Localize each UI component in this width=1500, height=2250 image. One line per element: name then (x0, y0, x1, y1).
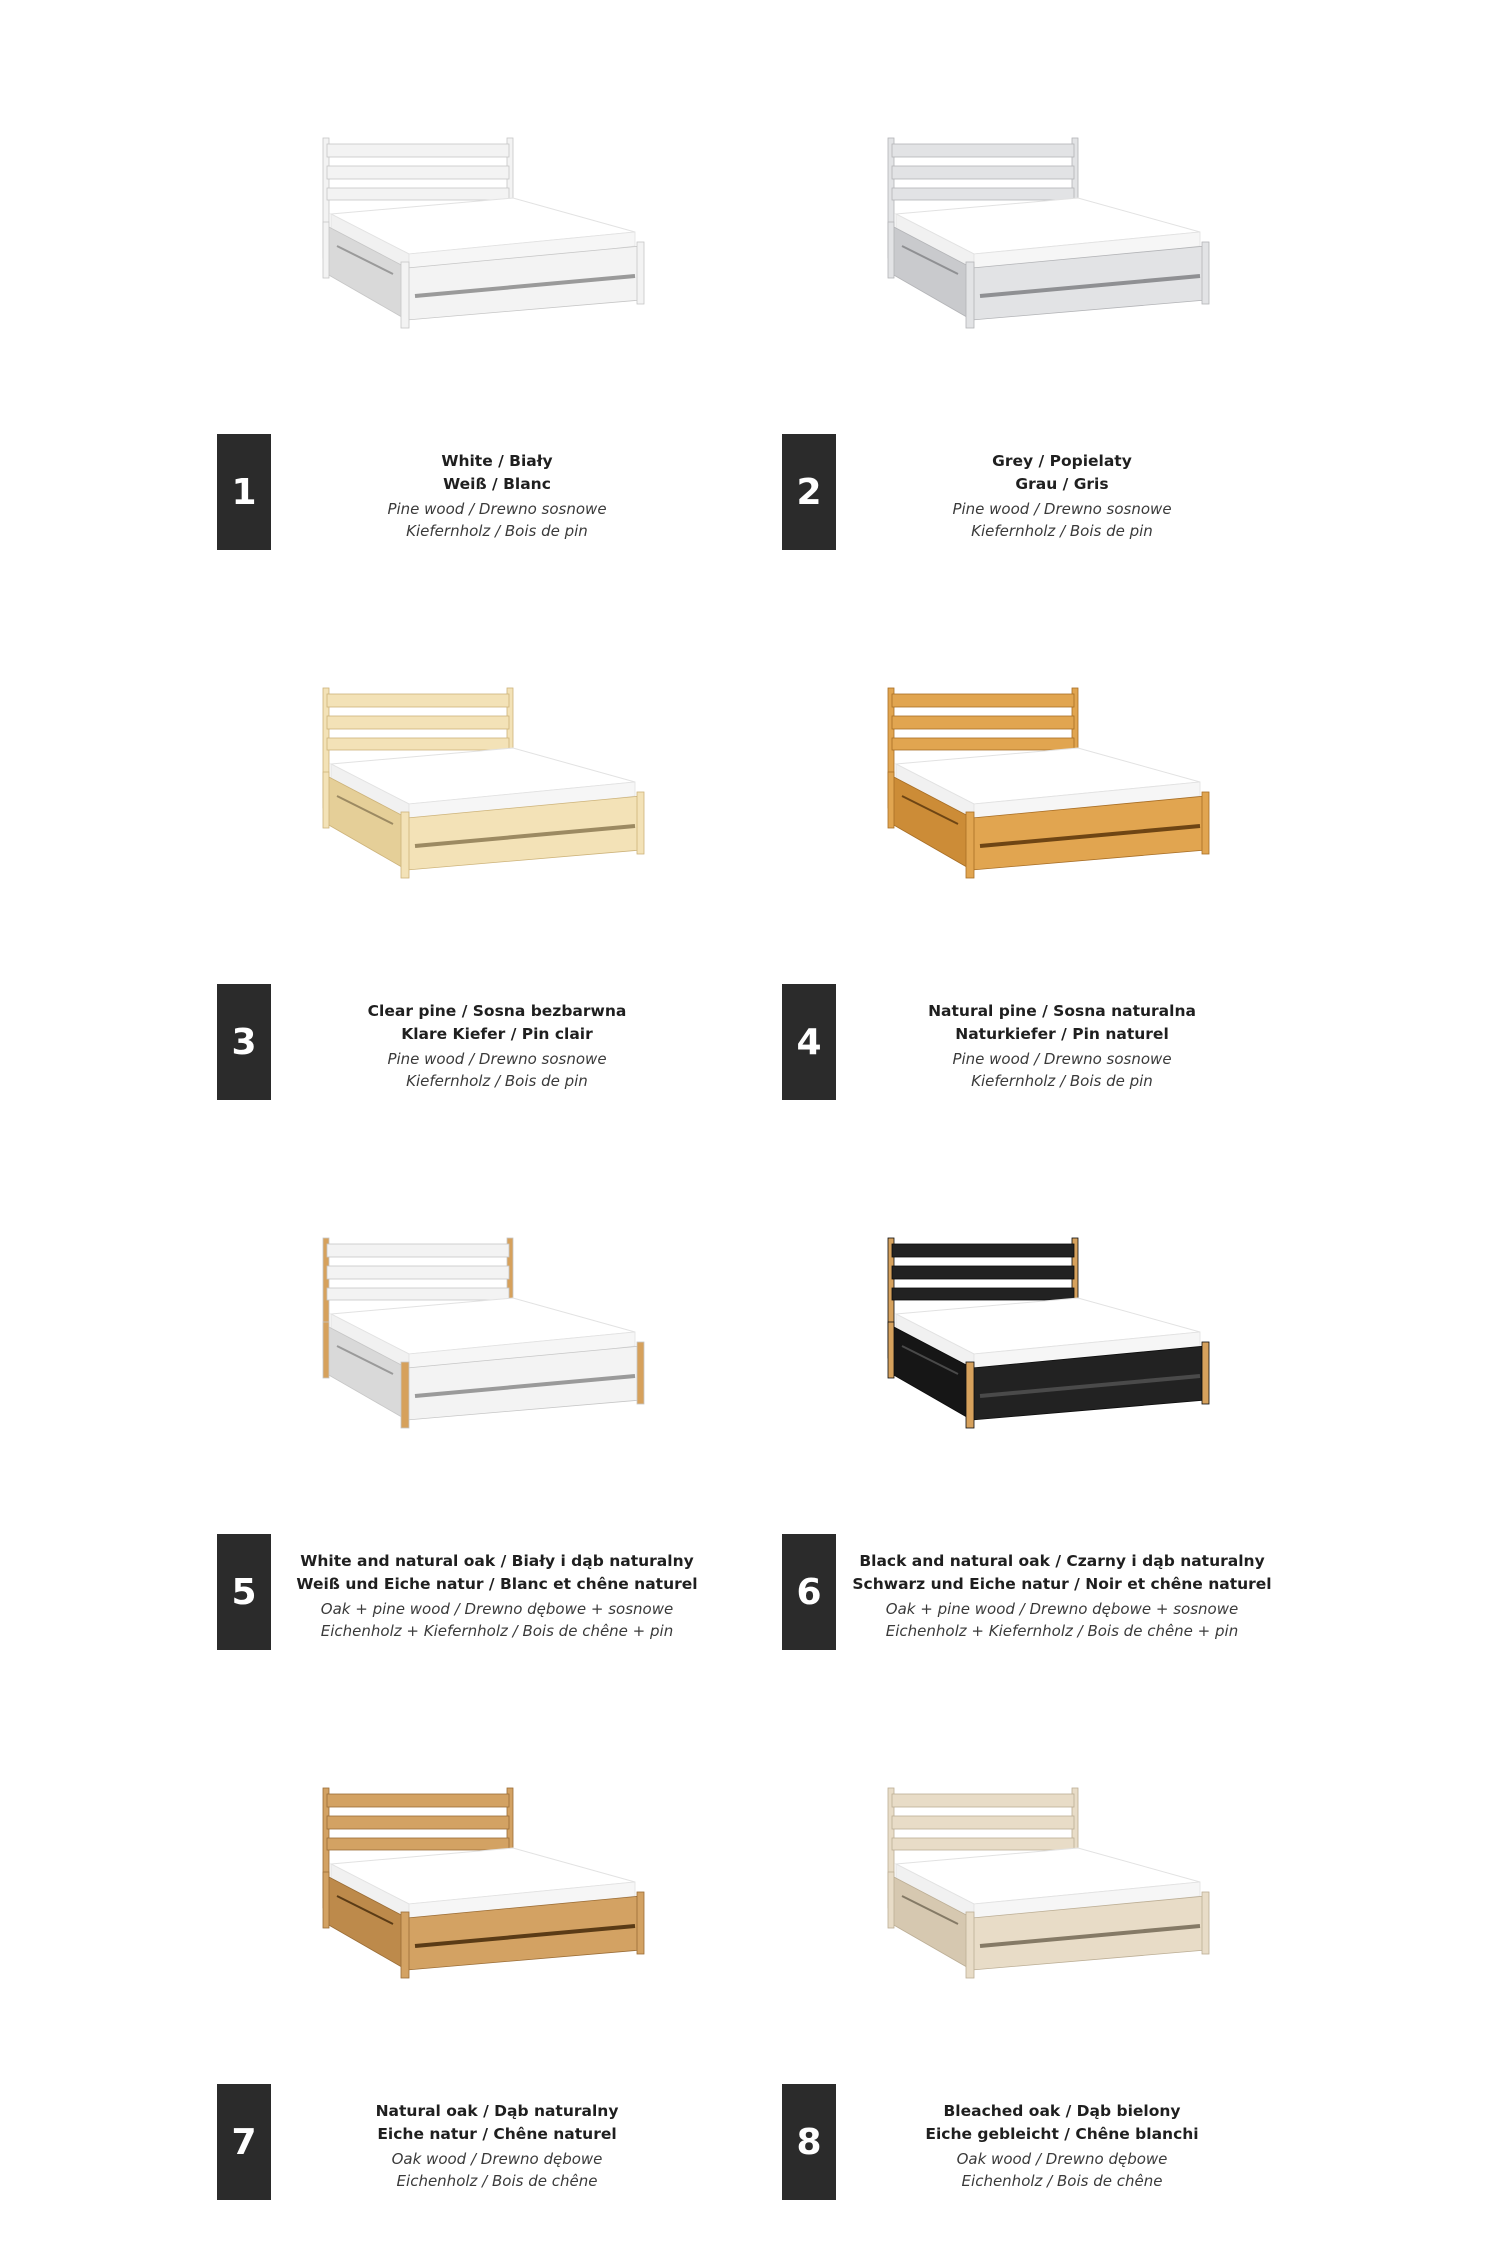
color-option-card-1 (217, 134, 757, 540)
color-name-en-pl: Grey / Popielaty (992, 452, 1132, 470)
color-name-de-fr: Naturkiefer / Pin naturel (955, 1025, 1169, 1043)
material-de-fr: Kiefernholz / Bois de pin (406, 1072, 588, 1090)
option-caption (842, 2100, 1282, 2192)
option-caption (277, 1000, 717, 1092)
color-name-en-pl: Clear pine / Sosna bezbarwna (367, 1002, 627, 1020)
option-number-badge (782, 2084, 836, 2200)
option-caption (842, 1000, 1282, 1092)
color-name-de-fr: Schwarz und Eiche natur / Noir et chêne naturel (852, 1575, 1272, 1593)
bed-illustration (297, 1234, 657, 1454)
option-number: 7 (231, 2121, 257, 2163)
bed-illustration (862, 684, 1222, 904)
color-option-card-3 (217, 684, 757, 1090)
material-de-fr: Kiefernholz / Bois de pin (406, 522, 588, 540)
color-name-en-pl: White and natural oak / Biały i dąb naturalny (300, 1552, 694, 1570)
material-de-fr: Eichenholz / Bois de chêne (396, 2172, 598, 2190)
bed-illustration (862, 1234, 1222, 1454)
color-name-de-fr: Eiche gebleicht / Chêne blanchi (925, 2125, 1199, 2143)
bed-illustration (297, 684, 657, 904)
option-number-badge (782, 984, 836, 1100)
option-caption (277, 2100, 717, 2192)
option-number-badge (217, 1534, 271, 1650)
color-name-en-pl: Bleached oak / Dąb bielony (943, 2102, 1181, 2120)
bed-illustration (862, 1784, 1222, 2004)
material-en-pl: Oak wood / Drewno dębowe (956, 2150, 1168, 2168)
option-number: 2 (796, 471, 822, 513)
color-name-de-fr: Klare Kiefer / Pin clair (401, 1025, 593, 1043)
material-de-fr: Eichenholz + Kiefernholz / Bois de chêne + pin (885, 1622, 1239, 1640)
color-name-de-fr: Weiß und Eiche natur / Blanc et chêne naturel (296, 1575, 698, 1593)
material-en-pl: Oak + pine wood / Drewno dębowe + sosnowe (885, 1600, 1239, 1618)
option-number: 8 (796, 2121, 822, 2163)
color-option-card-6 (782, 1234, 1322, 1640)
color-name-en-pl: Natural oak / Dąb naturalny (375, 2102, 619, 2120)
material-en-pl: Pine wood / Drewno sosnowe (952, 500, 1172, 518)
color-option-card-4 (782, 684, 1322, 1090)
material-en-pl: Pine wood / Drewno sosnowe (387, 500, 607, 518)
bed-illustration (297, 1784, 657, 2004)
material-de-fr: Kiefernholz / Bois de pin (971, 522, 1153, 540)
material-de-fr: Eichenholz / Bois de chêne (961, 2172, 1163, 2190)
option-number: 6 (796, 1571, 822, 1613)
option-number: 5 (231, 1571, 257, 1613)
material-en-pl: Oak wood / Drewno dębowe (391, 2150, 603, 2168)
option-number-badge (782, 1534, 836, 1650)
bed-image (297, 684, 657, 904)
option-number-badge (217, 984, 271, 1100)
bed-illustration (297, 134, 657, 354)
option-number-badge (217, 2084, 271, 2200)
material-en-pl: Oak + pine wood / Drewno dębowe + sosnowe (320, 1600, 674, 1618)
bed-image (862, 1784, 1222, 2004)
color-name-de-fr: Eiche natur / Chêne naturel (377, 2125, 617, 2143)
color-option-card-7 (217, 1784, 757, 2190)
color-name-de-fr: Weiß / Blanc (443, 475, 551, 493)
option-caption (842, 1550, 1282, 1642)
bed-image (297, 1784, 657, 2004)
color-option-card-5 (217, 1234, 757, 1640)
bed-image (862, 1234, 1222, 1454)
bed-illustration (862, 134, 1222, 354)
option-number: 1 (231, 471, 257, 513)
color-name-en-pl: White / Biały (441, 452, 553, 470)
color-option-card-8 (782, 1784, 1322, 2190)
material-en-pl: Pine wood / Drewno sosnowe (952, 1050, 1172, 1068)
option-number: 4 (796, 1021, 822, 1063)
bed-image (297, 1234, 657, 1454)
material-de-fr: Kiefernholz / Bois de pin (971, 1072, 1153, 1090)
bed-image (862, 684, 1222, 904)
option-number-badge (782, 434, 836, 550)
option-number: 3 (231, 1021, 257, 1063)
color-name-en-pl: Natural pine / Sosna naturalna (928, 1002, 1196, 1020)
option-caption (277, 450, 717, 542)
bed-image (862, 134, 1222, 354)
color-name-de-fr: Grau / Gris (1015, 475, 1109, 493)
option-caption (842, 450, 1282, 542)
option-caption (277, 1550, 717, 1642)
color-option-card-2 (782, 134, 1322, 540)
material-en-pl: Pine wood / Drewno sosnowe (387, 1050, 607, 1068)
bed-image (297, 134, 657, 354)
color-name-en-pl: Black and natural oak / Czarny i dąb naturalny (859, 1552, 1265, 1570)
option-number-badge (217, 434, 271, 550)
material-de-fr: Eichenholz + Kiefernholz / Bois de chêne + pin (320, 1622, 674, 1640)
